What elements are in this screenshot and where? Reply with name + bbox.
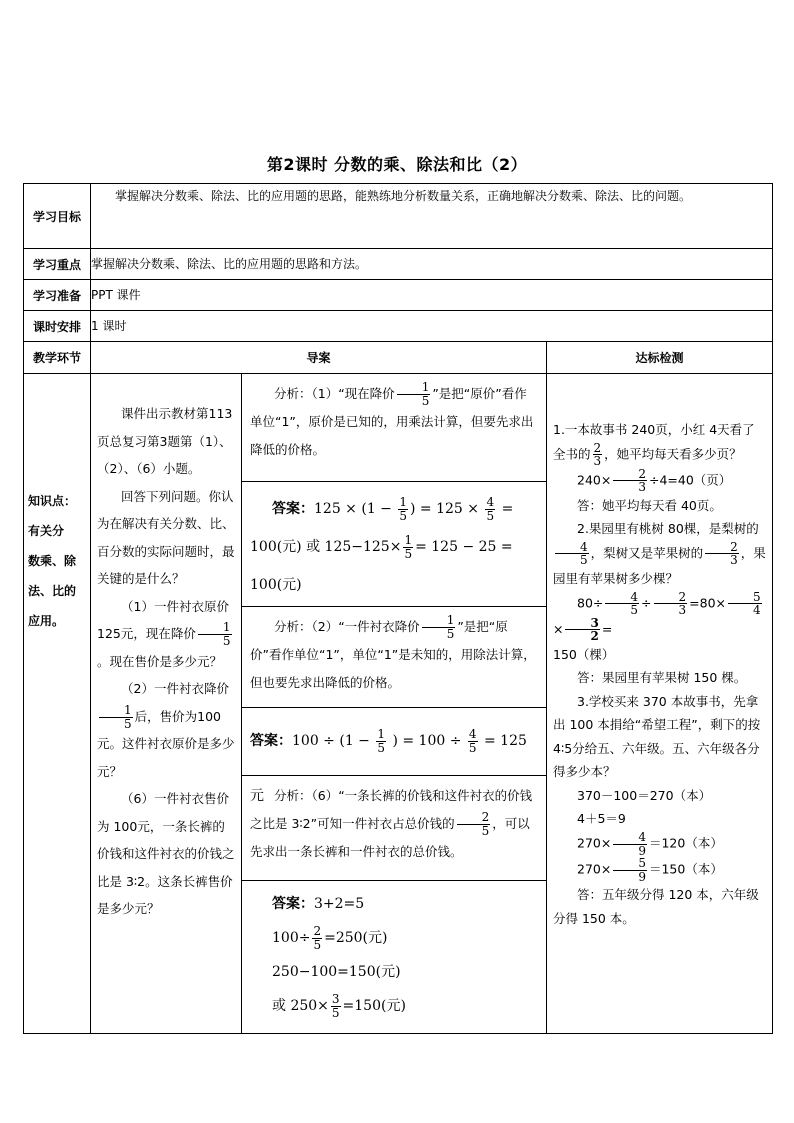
analysis-cell	[242, 374, 547, 1034]
goal-text: 掌握解决分数乘、除法、比的应用题的思路，能熟练地分析数量关系，正确地解决分数乘、除法、比的问题。	[91, 184, 773, 249]
check-cell	[547, 374, 773, 1034]
fraction: $\frac{1}{5}$	[198, 621, 232, 647]
fraction: $\frac{4}{5}$	[605, 591, 639, 617]
answer-6: 答案：3+2=5 100÷ $\frac{2}{5}$ =250(元) 250−100=150(元) 或 250× $\frac{3}{5}$ =150(元)	[272, 896, 406, 1020]
time-text: 1 课时	[91, 311, 773, 342]
fraction: $\frac{2}{3}$	[654, 591, 688, 617]
fraction: $\frac{2}{5}$	[313, 923, 322, 952]
fraction: $\frac{2}{3}$	[613, 468, 647, 494]
knowledge-line: 应用。	[28, 614, 65, 628]
fraction: $\frac{5}{4}$	[728, 591, 762, 617]
question-3: 3.学校买来 370 本故事书，先拿出 100 本捐给“希望工程”，剩下的按 4∶5分给五、六年级。五、六年级各分得多少本？	[553, 693, 761, 780]
fraction: $\frac{1}{5}$	[404, 532, 413, 561]
fraction: $\frac{3}{2}$	[565, 617, 599, 643]
fraction: $\frac{1}{5}$	[377, 726, 385, 755]
q3-calc-2: 4＋5＝9	[577, 811, 626, 827]
q2-calc: 80÷ $\frac{4}{5}$ ÷ $\frac{2}{3}$ =80× $\frac{5}{4}$ × $\frac{3}{2}$ =	[553, 589, 761, 644]
question-2: 2.果园里有桃树 80棵，是梨树的 $\frac{4}{5}$ ，梨树又是苹果树的 $\frac{2}{3}$ ，果园里有苹果树多少棵？	[553, 521, 766, 587]
knowledge-line: 法、比的	[28, 584, 77, 598]
fraction: $\frac{5}{9}$	[613, 857, 647, 883]
knowledge-line: 知识点：	[28, 494, 77, 508]
q3-answer: 答：五年级分得 120 本，六年级分得 150 本。	[553, 887, 759, 926]
focus-row	[24, 249, 773, 280]
fraction: $\frac{3}{5}$	[331, 991, 340, 1020]
fraction: $\frac{4}{9}$	[613, 831, 647, 857]
lesson-table	[23, 183, 773, 1034]
analysis-2: 分析：（2）“一件衬衣降价 $\frac{1}{5}$ ”是把“原价”看作单位“1”，单位“1”是未知的，用除法计算，但也要先求出降低的价格。	[242, 607, 546, 708]
fraction: $\frac{1}{5}$	[397, 381, 431, 407]
page-title: 第2课时 分数的乘、除法和比（2）	[266, 155, 528, 174]
q2-calc-result: 150（棵）	[553, 646, 615, 662]
prep-text: PPT 课件	[91, 280, 773, 311]
knowledge-line: 有关分	[28, 524, 65, 538]
goal-label: 学习目标	[24, 184, 91, 249]
fraction: $\frac{2}{5}$	[457, 811, 491, 837]
prompt-intro: 课件出示教材第113页总复习第3题第（1）、（2）、（6）小题。	[97, 406, 233, 476]
q2-answer: 答：果园里有苹果树 150 棵。	[577, 670, 747, 686]
q3-calc-4: 270× $\frac{5}{9}$ ＝150（本）	[577, 856, 723, 884]
fraction: $\frac{2}{3}$	[705, 541, 739, 567]
fraction: $\frac{1}{5}$	[399, 494, 407, 523]
prompt-item-6: （6）一件衬衣售价为 100元，一条长裤的价钱和这件衬衣的价钱之比是 3∶2。这条长裤售价是多少元？	[97, 791, 235, 917]
knowledge-line: 数乘、除	[28, 554, 77, 568]
fraction: $\frac{1}{5}$	[422, 614, 456, 640]
header-row	[24, 342, 773, 374]
fraction: $\frac{1}{5}$	[99, 704, 133, 730]
time-row	[24, 311, 773, 342]
answer-1: 答案：125 × (1 − $\frac{1}{5}$ ) = 125 × $\frac{4}{5}$ = 100(元) 或 125−125× $\frac{1}{5}$ = 125 − 25 = 100(元)	[242, 482, 546, 607]
question-1: 1.一本故事书 240页，小红 4天看了全书的 $\frac{2}{3}$ ，她平均每天看多少页？	[553, 422, 755, 469]
q1-answer: 答：她平均每天看 40页。	[577, 497, 722, 513]
analysis-6: 分析：（6）“一条长裤的价钱和这件衬衣的价钱之比是 3∶2”可知一件衬衣占总价钱的 $\frac{2}{5}$ ，可以先求出一条长裤和一件衬衣的总价钱。	[242, 776, 546, 881]
prompt-item-2: （2）一件衬衣降价 $\frac{1}{5}$ 后，售价为100元。这件衬衣原价是多少元？	[97, 681, 235, 779]
time-label: 课时安排	[24, 311, 91, 342]
fraction: $\frac{4}{5}$	[468, 726, 477, 755]
fraction: $\frac{4}{5}$	[486, 494, 495, 523]
q3-calc-3: 270× $\frac{4}{9}$ ＝120（本）	[577, 829, 723, 858]
focus-label: 学习重点	[24, 249, 91, 280]
fraction: $\frac{4}{5}$	[555, 541, 589, 567]
prep-row	[24, 280, 773, 311]
analysis-1: 分析：（1）“现在降价 $\frac{1}{5}$ ”是把“原价”看作单位“1”，原价是已知的，用乘法计算，但要先求出降低的价格。	[242, 374, 546, 482]
content-row	[24, 374, 773, 1034]
q3-calc-1: 370－100＝270（本）	[577, 787, 712, 803]
left-prompt-cell	[91, 374, 242, 1034]
q1-calc: 240× $\frac{2}{3}$ ÷4=40（页）	[577, 466, 732, 495]
answer-2: 答案：100 ÷ (1 − $\frac{1}{5}$ ) = 100 ÷ $\frac{4}{5}$ = 125 元	[242, 708, 546, 776]
prep-label: 学习准备	[24, 280, 91, 311]
guide-header: 导案	[91, 342, 547, 374]
section-header: 教学环节	[24, 342, 91, 374]
goal-row	[24, 184, 773, 249]
focus-text: 掌握解决分数乘、除法、比的应用题的思路和方法。	[91, 249, 773, 280]
knowledge-cell	[24, 374, 91, 1034]
fraction: $\frac{2}{3}$	[593, 440, 602, 469]
prompt-question: 回答下列问题。你认为在解决有关分数、比、百分数的实际问题时，最关键的是什么？	[97, 488, 235, 586]
check-header: 达标检测	[547, 342, 773, 374]
prompt-item-1: （1）一件衬衣原价125元，现在降价 $\frac{1}{5}$ 。现在售价是多少元？	[97, 598, 231, 669]
